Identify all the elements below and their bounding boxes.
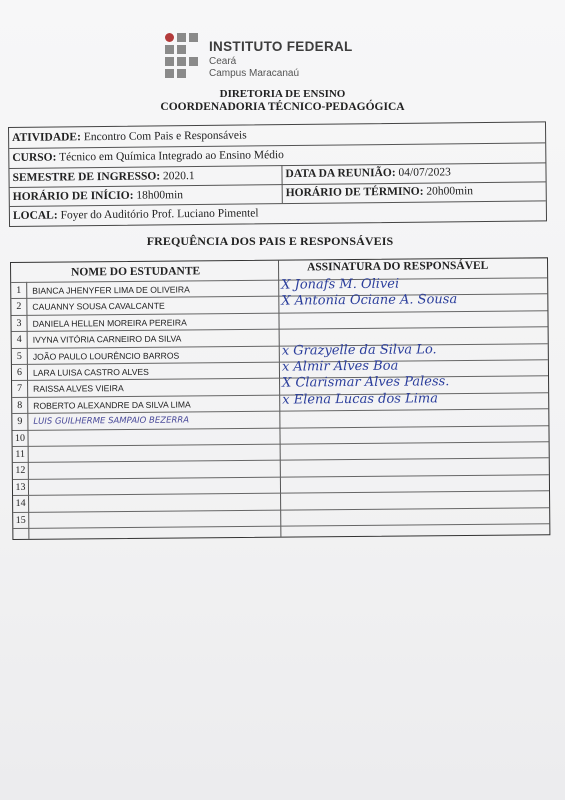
- row-number: 15: [15, 514, 26, 526]
- row-number: 9: [17, 416, 23, 428]
- row-number: 1: [16, 284, 22, 296]
- student-name: JOÃO PAULO LOURÊNCIO BARROS: [32, 350, 180, 362]
- guardian-signature: X Jonafs M. Olivei: [281, 276, 400, 293]
- guardian-signature: x Elena Lucas dos Lima: [282, 391, 439, 408]
- row-number: 4: [16, 334, 22, 346]
- row-number: 5: [16, 350, 22, 362]
- student-column-header: NOME DO ESTUDANTE: [71, 265, 201, 279]
- row-number: 10: [14, 432, 26, 444]
- institution-state: Ceará: [209, 56, 237, 67]
- row-number: 14: [15, 498, 26, 510]
- row-number: 2: [16, 301, 22, 313]
- logo-mark-icon: [165, 33, 201, 81]
- coordination-title: COORDENADORIA TÉCNICO-PEDAGÓGICA: [160, 101, 405, 113]
- guardian-signature: x Almir Alves Boa: [281, 358, 399, 375]
- row-number: 7: [17, 383, 23, 395]
- start-time-field: HORÁRIO DE INÍCIO: 18h00min: [12, 189, 184, 203]
- student-name: BIANCA JHENYFER LIMA DE OLIVEIRA: [32, 284, 190, 296]
- institution-name: INSTITUTO FEDERAL: [209, 39, 353, 54]
- student-name: LUIS GUILHERME SAMPAIO BEZERRA: [33, 415, 190, 427]
- meeting-date-field: DATA DA REUNIÃO: 04/07/2023: [285, 166, 451, 181]
- guardian-signature: X Antonia Ociane A. Sousa: [281, 292, 458, 310]
- signature-column-header: ASSINATURA DO RESPONSÁVEL: [307, 259, 489, 274]
- student-name: IVYNA VITÓRIA CARNEIRO DA SILVA: [32, 333, 182, 345]
- student-name: CAUANNY SOUSA CAVALCANTE: [32, 301, 165, 313]
- activity-field: ATIVIDADE: Encontro Com Pais e Responsáveis: [12, 129, 247, 144]
- row-number: 11: [15, 448, 26, 460]
- row-number: 6: [16, 366, 23, 378]
- student-name: ROBERTO ALEXANDRE DA SILVA LIMA: [33, 399, 191, 411]
- semester-field: SEMESTRE DE INGRESSO: 2020.1: [12, 170, 195, 184]
- directorate-title: DIRETORIA DE ENSINO: [219, 88, 346, 100]
- student-name: LARA LUISA CASTRO ALVES: [32, 366, 149, 378]
- location-field: LOCAL: Foyer do Auditório Prof. Luciano Pimentel: [12, 207, 259, 222]
- institution-logo: [165, 33, 365, 83]
- student-name: DANIELA HELLEN MOREIRA PEREIRA: [32, 317, 187, 329]
- guardian-signature: x Grazyelle da Silva Lo.: [281, 341, 437, 359]
- row-number: 12: [15, 465, 26, 477]
- row-number: 8: [17, 399, 23, 411]
- course-field: CURSO: Técnico em Química Integrado ao Ensino Médio: [12, 149, 284, 164]
- institution-campus: Campus Maracanaú: [209, 68, 300, 79]
- guardian-signature: X Clarismar Alves Paless.: [282, 374, 450, 392]
- attendance-title: FREQUÊNCIA DOS PAIS E RESPONSÁVEIS: [146, 234, 394, 248]
- row-number: 13: [15, 481, 26, 493]
- attendance-table: [10, 257, 550, 540]
- student-name: RAISSA ALVES VIEIRA: [33, 383, 124, 395]
- end-time-field: HORÁRIO DE TÉRMINO: 20h00min: [285, 185, 474, 200]
- meeting-info-table: [8, 121, 547, 227]
- row-number: 3: [16, 317, 22, 329]
